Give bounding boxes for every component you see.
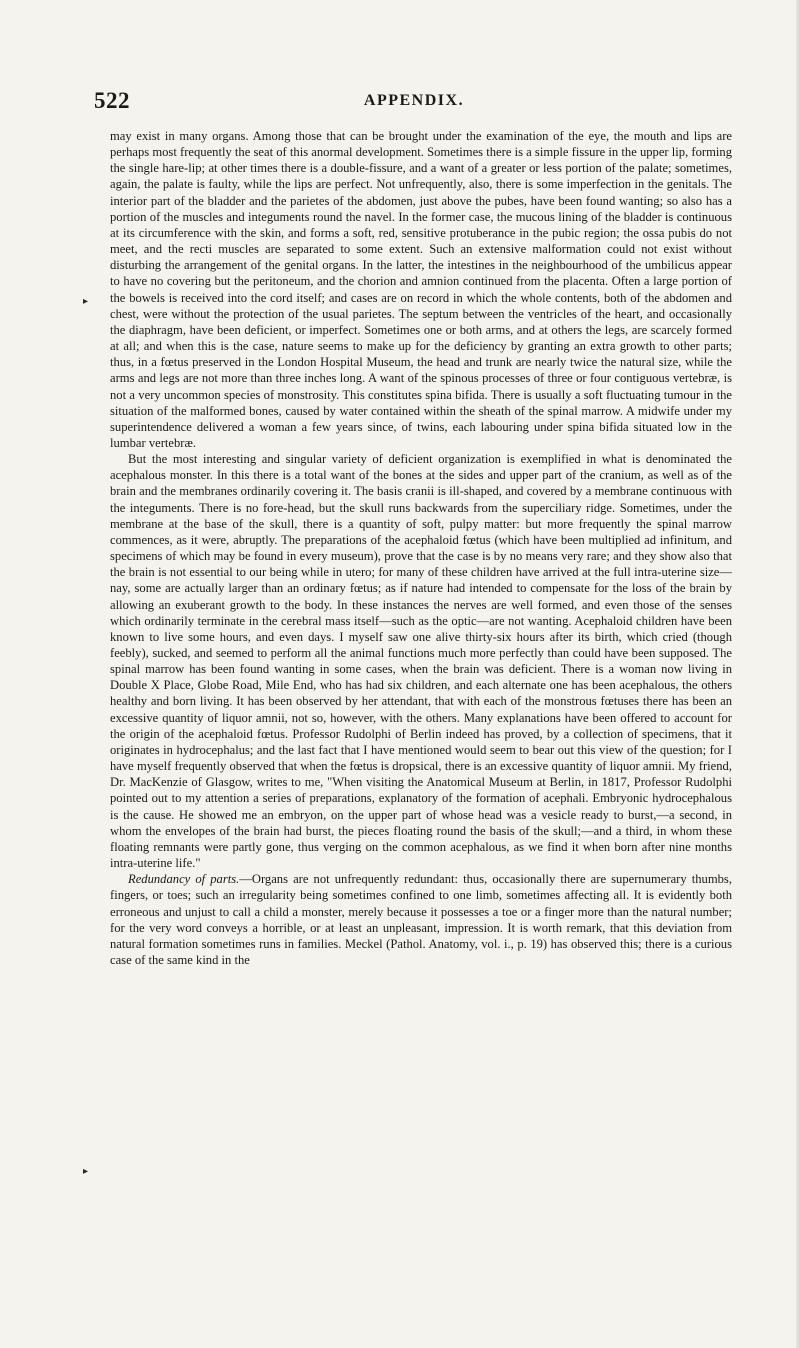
running-head: APPENDIX. (363, 92, 465, 109)
page-number: 522 (94, 88, 130, 113)
scan-edge (796, 0, 800, 1348)
paragraph-malformations: may exist in many organs. Among those that can be brought under the examination of the eye, the mouth and lips are perhaps most frequently the seat of this anormal development. Sometimes there is a simple fissure in the upper lip, forming the single hare-lip; at other times there is a double-fissure, and a want of a greater or less portion of the palate; sometimes, again, the palate is faulty, while the lips are perfect. Not unfrequently, also, there is some imperfection in the genitals. The interior part of the bladder and the parietes of the abdomen, just above the pubes, have been found wanting; so also has a portion of the muscles and integuments round the navel. In the former case, the mucous lining of the bladder is continuous at its circumference with the skin, and forms a soft, red, sensitive protuberance in the pubic region; the ossa pubis do not meet, and the recti muscles are separated to some extent. Such an extensive malformation could not exist without disturbing the arrangement of the genital organs. In the latter, the intestines in the neighbourhood of the umbilicus appear to have no covering but the peritoneum, and the chorion and amnion continued from the placenta. Often a large portion of the bowels is received into the cord itself; and cases are on record in which the whole contents, both of the abdomen and chest, were without the protection of the usual parietes. The septum between the ventricles of the heart, and occasionally the diaphragm, have been deficient, or imperfect. Sometimes one or both arms, and at others the legs, are scarcely formed at all; and when this is the case, nature seems to make up for the deficiency by granting an extra growth to other parts; thus, in a fœtus preserved in the London Hospital Museum, the head and trunk are nearly twice the natural size, while the arms and legs are not more than three inches long. A want of the spinous processes of three or four contiguous vertebræ, is not a very uncommon species of monstrosity. This constitutes spina bifida. There is usually a soft fluctuating tumour in the situation of the malformed bones, caused by water contained within the sheath of the spinal marrow. A midwife under my superintendence delivered a woman a few years since, of twins, each labouring under spina bifida situated low in the lumbar vertebræ. (110, 129, 732, 450)
section-lead: Redundancy of parts. (128, 872, 240, 887)
margin-mark: ▸ (83, 1166, 89, 1177)
page-header (94, 88, 734, 118)
paragraph-redundancy (110, 871, 732, 968)
paragraph-redundancy-text: —Organs are not unfrequently redundant: thus, occasionally there are supernumerary thumbs, fingers, or toes; such an irregularity being sometimes confined to one limb, sometimes affecting all. It is evidently both erroneous and unjust to call a child a monster, merely because it possesses a toe or a finger more than the natural number; for the very word conveys a horrible, or at least an unpleasant, impression. It is worth remark, that this deviation from natural formation sometimes runs in families. Meckel (Pathol. Anatomy, vol. i., p. 19) has observed this; there is a curious case of the same kind in the (110, 872, 732, 967)
body-text (110, 128, 732, 968)
paragraph-acephalous: But the most interesting and singular variety of deficient organization is exemplified in what is denominated the acephalous monster. In this there is a total want of the bones at the sides and upper part of the cranium, as well as of the brain and the membranes ordinarily covering it. The basis cranii is ill-shaped, and covered by a membrane continuous with the integuments. There is no fore-head, but the skull runs backwards from the superciliary ridge. Sometimes, under the membrane at the base of the skull, there is a quantity of soft, pulpy matter: but more frequently the spinal marrow commences, as it were, abruptly. The preparations of the acephaloid fœtus (which have been multiplied ad infinitum, and specimens of which may be found in every museum), prove that the case is by no means very rare; and they show also that the brain is not essential to our being while in utero; for many of these children have arrived at the full intra-uterine size—nay, some are actually larger than an ordinary fœtus; as if nature had intended to compensate for the loss of the brain by allowing an exuberant growth to the body. In these instances the nerves are well formed, and even those of the senses which ordinarily terminate in the cerebral mass itself—such as the optic—are not wanting. Acephaloid children have been known to live some hours, and even days. I myself saw one alive thirty-six hours after its birth, which cried (though feebly), sucked, and seemed to perform all the animal functions much more perfectly than could have been supposed. The spinal marrow has been found wanting in some cases, when the brain was deficient. There is a woman now living in Double X Place, Globe Road, Mile End, who has had six children, and each alternate one has been acephalous, the others healthy and born living. It has been observed by her attendant, that with each of the monstrous fœtuses there has been an excessive quantity of liquor amnii, not so, however, with the others. Many explanations have been offered to account for the origin of the acephaloid fœtus. Professor Rudolphi of Berlin indeed has proved, by a collection of specimens, that it originates in hydrocephalus; and the last fact that I have mentioned would seem to bear out this view of the question; for I have myself frequently observed that when the fœtus is dropsical, there is an excessive quantity of liquor amnii. My friend, Dr. MacKenzie of Glasgow, writes to me, "When visiting the Anatomical Museum at Berlin, in 1817, Professor Rudolphi pointed out to my attention a series of preparations, explanatory of the formation of acephali. Embryonic hydrocephalous is the cause. He showed me an embryon, on the upper part of whose head was a vesicle ready to burst,—a second, in whom the envelopes of the brain had burst, the pieces floating round the basis of the skull;—and a third, in whom these floating remnants were partly gone, thus verging on the common acephalous, as we find it when born after nine months intra-uterine life." (110, 452, 732, 871)
margin-mark: ▸ (83, 296, 89, 307)
